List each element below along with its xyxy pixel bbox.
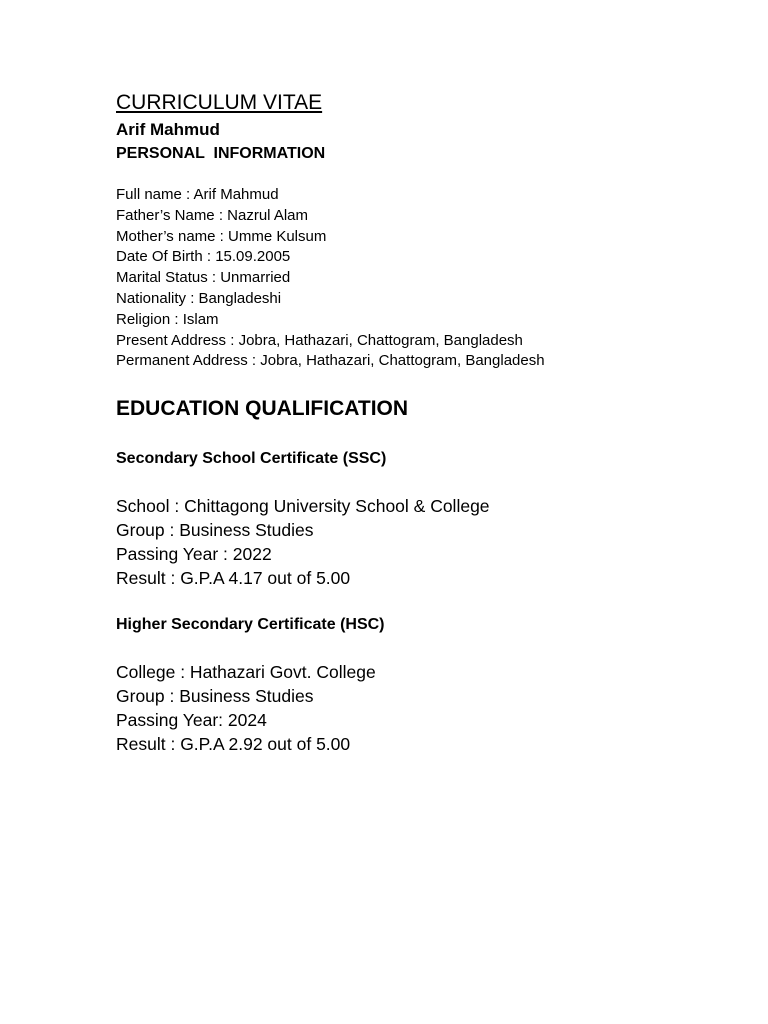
religion-line: Religion : Islam <box>116 310 219 328</box>
education-qualification-heading: EDUCATION QUALIFICATION <box>116 397 409 420</box>
ssc-group-line: Group : Business Studies <box>116 520 314 540</box>
personal-information-list <box>116 185 545 372</box>
personal-information-heading: PERSONAL INFORMATION <box>116 145 326 162</box>
full-name-line: Full name : Arif Mahmud <box>116 186 279 203</box>
document-title: CURRICULUM VITAE <box>116 91 323 114</box>
ssc-result-line: Result : G.P.A 4.17 out of 5.00 <box>116 568 351 588</box>
ssc-details-list <box>116 494 490 590</box>
applicant-name: Arif Mahmud <box>116 120 220 139</box>
marital-status-line: Marital Status : Unmarried <box>116 269 291 287</box>
ssc-passing-year-line: Passing Year : 2022 <box>116 544 272 564</box>
present-address-line: Present Address : Jobra, Hathazari, Chattogram, Bangladesh <box>116 331 523 349</box>
hsc-group-line: Group : Business Studies <box>116 686 314 706</box>
hsc-college-line: College : Hathazari Govt. College <box>116 662 376 682</box>
nationality-line: Nationality : Bangladeshi <box>116 289 282 307</box>
hsc-result-line: Result : G.P.A 2.92 out of 5.00 <box>116 734 351 754</box>
fathers-name-line: Father’s Name : Nazrul Alam <box>116 206 309 224</box>
hsc-details-list <box>116 660 376 756</box>
ssc-school-line: School : Chittagong University School & College <box>116 496 490 516</box>
hsc-heading: Higher Secondary Certificate (HSC) <box>116 616 385 633</box>
ssc-heading: Secondary School Certificate (SSC) <box>116 450 387 467</box>
mothers-name-line: Mother’s name : Umme Kulsum <box>116 227 327 245</box>
hsc-passing-year-line: Passing Year: 2024 <box>116 710 267 730</box>
permanent-address-line: Permanent Address : Jobra, Hathazari, Chattogram, Bangladesh <box>116 352 545 370</box>
date-of-birth-line: Date Of Birth : 15.09.2005 <box>116 248 291 266</box>
